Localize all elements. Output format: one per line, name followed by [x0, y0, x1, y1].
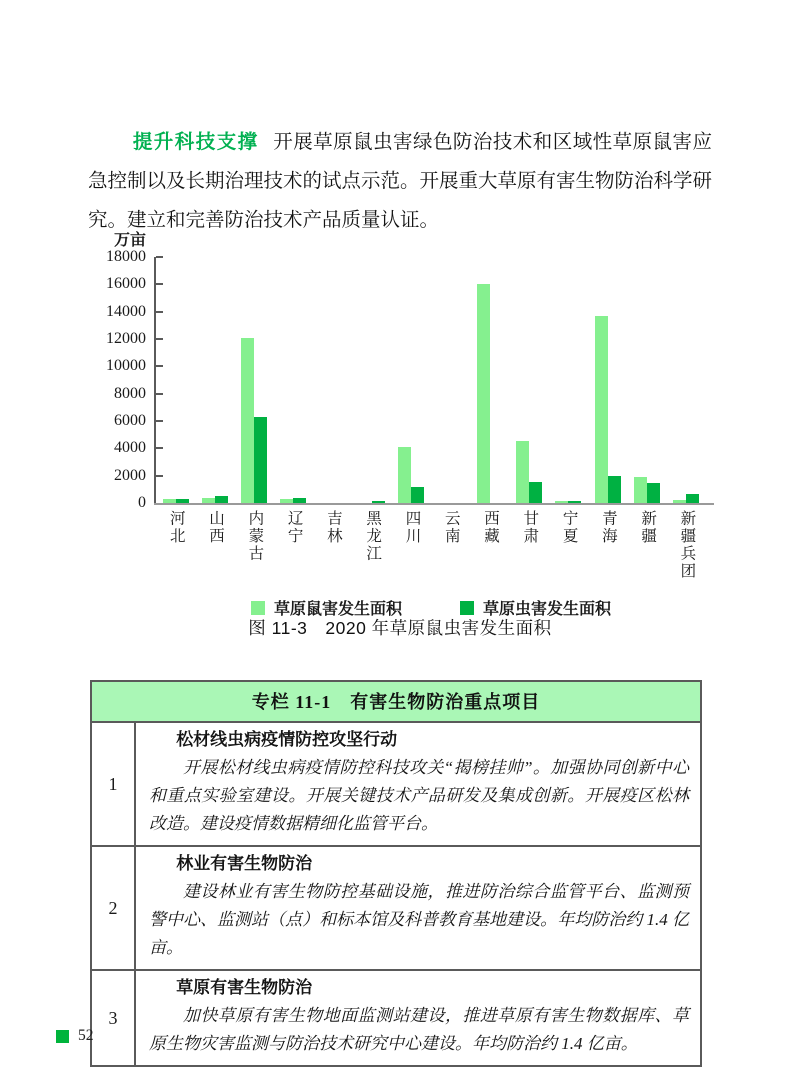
box-row-number: 1	[92, 723, 136, 845]
x-tick-label: 辽宁	[285, 510, 303, 545]
legend-swatch-icon	[251, 601, 265, 615]
bar	[634, 477, 647, 503]
bar-group	[588, 316, 627, 503]
bar	[241, 338, 254, 503]
x-tick-label: 宁夏	[560, 510, 578, 545]
y-tick-mark	[156, 338, 163, 340]
y-tick-mark	[156, 475, 163, 477]
bar	[595, 316, 608, 503]
plot-area	[154, 257, 706, 503]
y-tick-label: 8000	[114, 384, 146, 402]
bar	[608, 476, 621, 503]
x-tick-label: 云南	[442, 510, 460, 545]
y-tick-label: 16000	[106, 275, 146, 293]
y-tick-label: 10000	[106, 357, 146, 375]
y-axis-labels	[100, 248, 154, 511]
box-row-content	[136, 847, 700, 969]
bar	[686, 494, 699, 503]
box-row-title: 松材线虫病疫情防控攻坚行动	[176, 730, 398, 749]
box-row-title: 草原有害生物防治	[176, 978, 313, 997]
x-tick-label: 内蒙古	[246, 510, 264, 563]
x-tick-label: 山西	[207, 510, 225, 545]
x-axis-labels	[156, 510, 706, 580]
bar-group	[470, 284, 509, 503]
bar-group	[627, 477, 666, 503]
y-tick-label: 2000	[114, 466, 146, 484]
x-tick-label: 新疆兵团	[678, 510, 696, 580]
y-tick-label: 18000	[106, 248, 146, 265]
box-row-body: 开展松材线虫病疫情防控科技攻关“揭榜挂帅”。加强协同创新中心和重点实验室建设。开展关键技术产品研发及集成创新。开展疫区松林改造。建设疫情数据精细化监管平台。	[149, 758, 689, 833]
x-tick-label: 河北	[167, 510, 185, 545]
x-tick-label: 吉林	[324, 510, 342, 545]
x-axis-line	[154, 503, 714, 505]
y-tick-mark	[156, 311, 163, 313]
bar	[647, 483, 660, 503]
bar-group	[510, 441, 549, 503]
x-tick-label: 黑龙江	[364, 510, 382, 563]
paragraph-lead-heading: 提升科技支撑	[132, 131, 259, 153]
y-tick-mark	[156, 393, 163, 395]
plot-row	[100, 248, 716, 511]
bar-group	[392, 447, 431, 503]
box-row-body: 加快草原有害生物地面监测站建设，推进草原有害生物数据库、草原生物灾害监测与防治技术研究中心建设。年均防治约 1.4 亿亩。	[149, 1006, 689, 1053]
box-table-rows	[92, 723, 700, 1065]
y-tick-label: 12000	[106, 330, 146, 347]
bar-group	[667, 494, 706, 503]
x-tick-label: 四川	[403, 510, 421, 545]
bar-groups	[156, 257, 706, 503]
paragraph-text: 开展草原鼠虫害绿色防治技术和区域性草原鼠害应急控制以及长期治理技术的试点示范。开展重大草原有害生物防治科学研究。建立和完善防治技术产品质量认证。	[88, 131, 713, 231]
box-row-content	[136, 971, 700, 1065]
box-row-number: 2	[92, 847, 136, 969]
bar	[254, 417, 267, 503]
y-axis-unit-label: 万亩	[114, 232, 147, 249]
page-number: 52	[78, 1027, 94, 1044]
y-tick-label: 0	[138, 494, 146, 511]
y-tick-mark	[156, 283, 163, 285]
y-tick-mark	[156, 365, 163, 367]
box-row-number: 3	[92, 971, 136, 1065]
legend-label: 草原虫害发生面积	[483, 601, 612, 618]
bar-group	[235, 338, 274, 503]
footer-square-icon	[56, 1030, 69, 1043]
box-table-row	[92, 723, 700, 845]
highlight-box-table	[90, 680, 702, 1067]
x-tick-label: 甘肃	[521, 510, 539, 545]
bar	[477, 284, 490, 503]
legend-swatch-icon	[460, 601, 474, 615]
figure-caption: 图 11-3 2020 年草原鼠虫害发生面积	[248, 618, 552, 638]
box-table-title: 专栏 11-1 有害生物防治重点项目	[92, 682, 700, 723]
bar	[398, 447, 411, 503]
box-row-content	[136, 723, 700, 845]
y-tick-label: 4000	[114, 439, 146, 457]
y-tick-mark	[156, 420, 163, 422]
x-tick-label: 新疆	[639, 510, 657, 545]
x-tick-label: 西藏	[482, 510, 500, 545]
y-tick-mark	[156, 256, 163, 258]
page-footer	[56, 1027, 94, 1045]
y-tick-label: 14000	[106, 302, 146, 320]
bar	[516, 441, 529, 503]
box-table-row	[92, 969, 700, 1065]
y-tick-label: 6000	[114, 412, 146, 429]
box-row-body: 建设林业有害生物防控基础设施，推进防治综合监管平台、监测预警中心、监测站（点）和标本馆及科普教育基地建设。年均防治约 1.4 亿亩。	[149, 882, 689, 957]
box-row-title: 林业有害生物防治	[176, 854, 313, 873]
bar	[411, 487, 424, 503]
bar-chart	[100, 230, 716, 619]
bar-group	[195, 496, 234, 503]
legend-label: 草原鼠害发生面积	[273, 601, 402, 618]
body-paragraph	[88, 123, 712, 240]
x-tick-label: 青海	[599, 510, 617, 545]
y-tick-mark	[156, 447, 163, 449]
box-table-row	[92, 845, 700, 969]
bar	[529, 482, 542, 503]
bar	[215, 496, 228, 503]
